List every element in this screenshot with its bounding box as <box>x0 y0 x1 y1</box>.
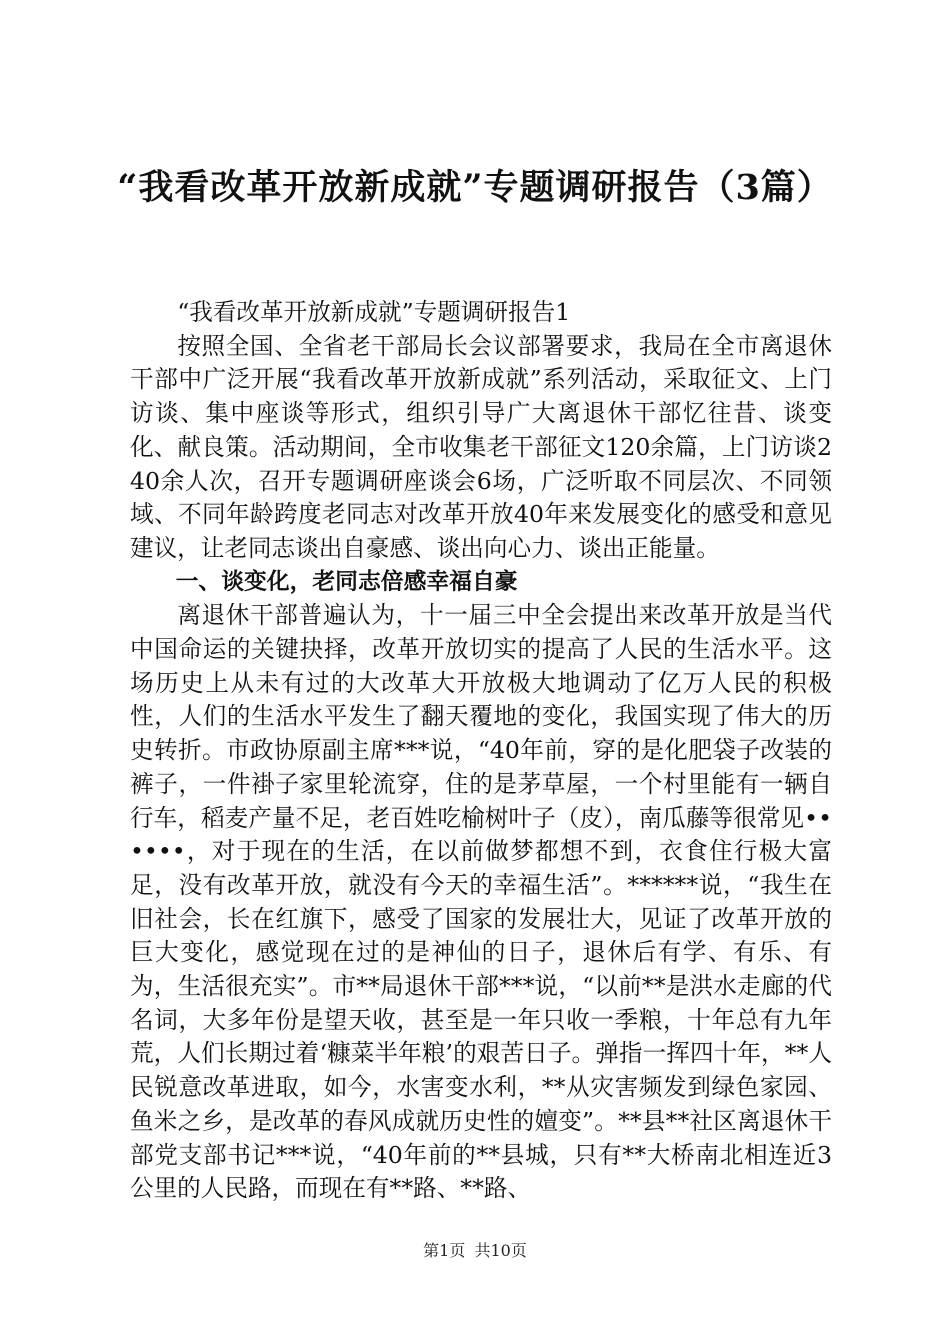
page-number: 第1页 <box>423 1241 466 1260</box>
section-heading: 一、谈变化，老同志倍感幸福自豪 <box>175 568 518 595</box>
section-paragraph: 离退休干部普遍认为，十一届三中全会提出来改革开放是当代中国命运的关键抉择，改革开放切实的提高了人民的生活水平。这场历史上从未有过的大改革大开放极大地调动了亿万人民的积极性，人们的生活水平发生了翻天覆地的变化，我国实现了伟大的历史转折。市政协原副主席***说，“40年前，穿的是化肥袋子改装的裤子，一件褂子家里轮流穿，住的是茅草屋，一个村里能有一辆自行车，稻麦产量不足，老百姓吃榆树叶子（皮），南瓜藤等很常见••••••，对于现在的生活，在以前做梦都想不到，衣食住行极大富足，没有改革开放，就没有今天的幸福生活”。******说，“我生在旧社会，长在红旗下，感受了国家的发展壮大，见证了改革开放的巨大变化，感觉现在过的是神仙的日子，退休后有学、有乐、有为，生活很充实”。市**局退休干部***说，“以前**是洪水走廊的代名词，大多年份是望天收，甚至是一年只收一季粮，十年总有九年荒，人们长期过着‘糠菜半年粮’的艰苦日子。弹指一挥四十年，**人民锐意改革进取，如今，水害变水利，**从灾害频发到绿色家园、鱼米之乡，是改革的春风成就历史性的嬗变”。**县**社区离退休干部党支部书记***说，“40年前的**县城，只有**大桥南北相连近3公里的人民路，而现在有**路、**路、 <box>130 601 832 1203</box>
document-body <box>130 296 832 1206</box>
document-title: “我看改革开放新成就”专题调研报告（3篇） <box>117 167 833 208</box>
page-footer <box>0 1240 950 1262</box>
report-subtitle: “我看改革开放新成就”专题调研报告1 <box>177 298 571 326</box>
intro-paragraph: 按照全国、全省老干部局长会议部署要求，我局在全市离退休干部中广泛开展“我看改革开放新成就”系列活动，采取征文、上门访谈、集中座谈等形式，组织引导广大离退休干部忆往昔、谈变化、献良策。活动期间，全市收集老干部征文120余篇，上门访谈240余人次，召开专题调研座谈会6场，广泛听取不同层次、不同领域、不同年龄跨度老同志对改革开放40年来发展变化的感受和意见建议，让老同志谈出自豪感、谈出向心力、谈出正能量。 <box>130 331 832 562</box>
page-total: 共10页 <box>474 1241 527 1260</box>
